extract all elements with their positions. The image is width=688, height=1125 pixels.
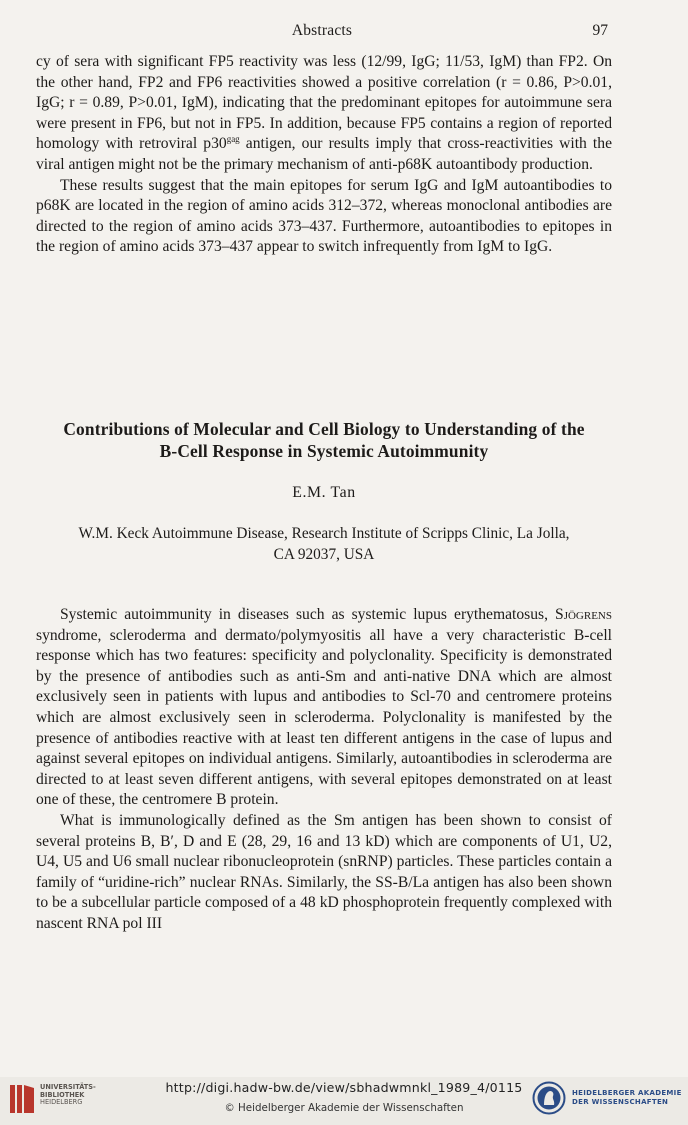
copyright-notice: © Heidelberger Akademie der Wissenschaften [224,1102,464,1114]
academy-seal-icon [532,1081,566,1115]
page-header [36,22,608,44]
superscript: gag [226,134,240,145]
paragraph: These results suggest that the main epitopes for serum IgG and IgM autoantibodies to p68K are located in the region of amino acids 312–372, whereas monoclonal antibodies are directed to the region of amino acids 373–437. Furthermore, autoantibodies to epitopes in the region of amino acids 373–437 appear to switch infrequently from IgM to IgG. [36,176,612,256]
paragraph: What is immunologically defined as the Sm antigen has been shown to consist of several proteins B, B′, D and E (28, 29, 16 and 13 kD) which are components of U1, U2, U4, U5 and U6 small nuclear ribonucleoprotein (snRNP) particles. These particles contain a family of “uridine-rich” nuclear RNAs. Similarly, the SS-B/La antigen has also been shown to be a subcellular particle composed of a 48 kD phosphoprotein frequently complexed with nascent RNA pol III [36,811,612,932]
source-url-link[interactable]: http://digi.hadw-bw.de/view/sbhadwmnkl_1989_4/0115 [165,1080,523,1095]
running-head: Abstracts [291,22,353,39]
academy-name: HEIDELBERGER AKADEMIE DER WISSENSCHAFTEN [572,1089,682,1106]
university-library-name: UNIVERSITÄTS- BIBLIOTHEK HEIDELBERG [40,1083,96,1107]
page-number: 97 [592,22,608,39]
digitization-footer [0,1077,688,1125]
article-title: Contributions of Molecular and Cell Biology to Understanding of the B-Cell Response in Systemic Autoimmunity [63,419,585,461]
previous-abstract-continuation [36,52,612,258]
article-affiliation: W.M. Keck Autoimmune Disease, Research Institute of Scripps Clinic, La Jolla, CA 92037, USA [78,525,570,563]
article-author: E.M. Tan [292,484,356,501]
paragraph: cy of sera with significant FP5 reactivity was less (12/99, IgG; 11/53, IgM) than FP2. On the other hand, FP2 and FP6 reactivities showed a positive correlation (r = 0.86, P>0.01, IgG; r = 0.89, P>0.01, IgM), indicating that the predominant epitopes for autoimmune sera were present in FP6, but not in FP5. In addition, because FP5 contains a region of reported homology with retroviral $p30^{gag}$ antigen, our results imply that cross-reactivities with the viral antigen might not be the primary mechanism of anti-p68K autoantibody production. [36,53,612,173]
paragraph: Systemic autoimmunity in diseases such as systemic lupus erythematosus, Sjögrens syndrome, scleroderma and dermato/polymyositis all have a very characteristic B-cell response which has two features: specificity and polyclonality. Specificity is demonstrated by the presence of antibodies such as anti-Sm and anti-native DNA which are almost exclusively seen in patients with lupus and antibodies to Scl-70 and centromere proteins which are almost exclusively seen in scleroderma. Polyclonality is manifested by the presence of antibodies reactive with at least ten different antigens in the case of lupus and against several epitopes on individual antigens. Similarly, autoantibodies in scleroderma are directed to at least seven different antigens, with several epitopes demonstrated on at least one of these, the centromere B protein. [36,606,612,809]
author-name-smallcaps: Sjögrens [555,606,612,623]
article-body [36,605,612,935]
